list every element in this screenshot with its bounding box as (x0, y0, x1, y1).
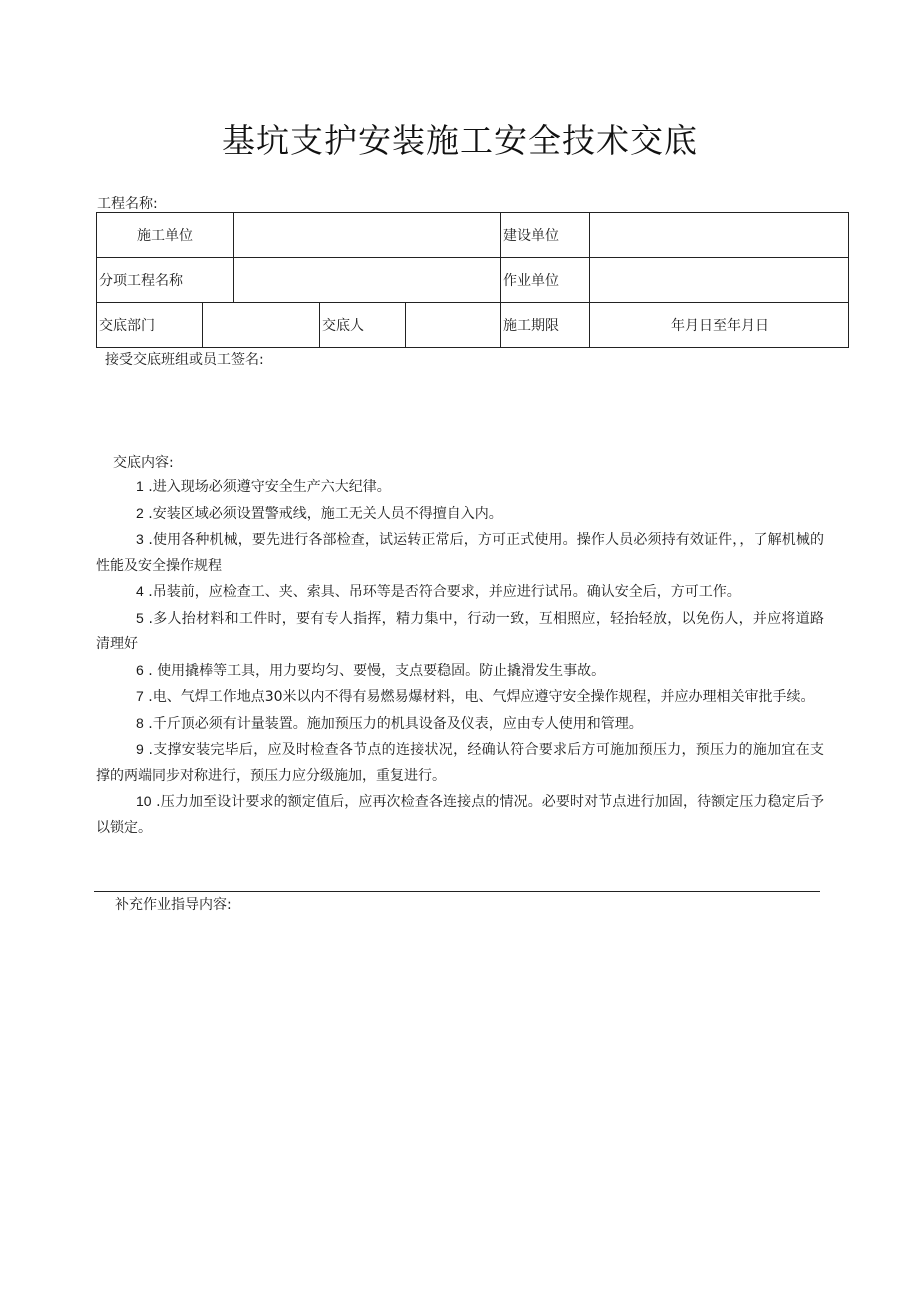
item-text: .使用各种机械，要先进行各部检查，试运转正常后，方可正式使用。操作人员必须持有效证件，，了解机械的性能及安全操作规程 (96, 532, 824, 574)
construction-unit-label: 施工单位 (97, 213, 234, 258)
item-number: 8 (136, 714, 144, 731)
content-label: 交底内容: (113, 455, 174, 471)
owner-unit-label: 建设单位 (501, 213, 590, 258)
item-number: 2 (136, 504, 144, 521)
briefing-dept-field[interactable] (203, 303, 320, 348)
item-text: .进入现场必须遵守安全生产六大纪律。 (143, 479, 391, 495)
briefing-content (96, 474, 824, 841)
list-item (96, 789, 824, 841)
table-row (97, 303, 849, 348)
list-item (96, 474, 824, 501)
item-number: 7 (136, 688, 144, 704)
period-label: 施工期限 (501, 303, 590, 348)
supplement-label: 补充作业指导内容: (115, 897, 232, 913)
list-item (96, 527, 824, 579)
item-text: .千斤顶必须有计量装置。施加预压力的机具设备及仪表，应由专人使用和管理。 (143, 715, 643, 732)
document-title: 基坑支护安装施工安全技术交底 (222, 121, 698, 160)
briefing-info-table (96, 212, 849, 348)
item-number: 9 (136, 741, 144, 757)
sub-project-field[interactable] (234, 258, 501, 303)
item-number: 10 (136, 793, 152, 809)
construction-unit-field[interactable] (234, 213, 501, 258)
item-text: . 使用撬棒等工具，用力要均匀、要慢，支点要稳固。防止撬滑发生事故。 (143, 662, 606, 679)
list-item (96, 711, 824, 738)
list-item (96, 684, 824, 711)
item-text: .压力加至设计要求的额定值后，应再次检查各连接点的情况。必要时对节点进行加固，待额定压力稳定后予以锁定。 (96, 794, 824, 836)
list-item (96, 658, 824, 685)
list-item (96, 579, 824, 606)
item-number: 6 (136, 661, 144, 678)
item-number: 4 (136, 583, 144, 599)
item-number: 1 (136, 478, 144, 494)
work-unit-label: 作业单位 (501, 258, 590, 303)
list-item (96, 501, 824, 528)
list-item (96, 737, 824, 789)
item-text: .支撑安装完毕后，应及时检查各节点的连接状况，经确认符合要求后方可施加预压力，预压力的施加宜在支撑的两端同步对称进行，预压力应分级施加，重复进行。 (96, 742, 824, 784)
table-row (97, 213, 849, 258)
owner-unit-field[interactable] (590, 213, 849, 258)
item-text: .吊装前，应检查工、夹、索具、吊环等是否符合要求，并应进行试吊。确认安全后，方可工作。 (143, 584, 741, 600)
item-text: .安装区域必须设置警戒线，施工无关人员不得擅自入内。 (143, 505, 503, 522)
briefer-field[interactable] (406, 303, 501, 348)
item-number: 5 (136, 609, 144, 626)
item-text: .多人抬材料和工件时，要有专人指挥，精力集中，行动一致，互相照应，轻抬轻放，以免伤人，并应将道路清理好 (96, 610, 824, 652)
period-field[interactable]: 年月日至年月日 (590, 303, 849, 348)
section-divider (94, 891, 820, 892)
signature-label: 接受交底班组或员工签名: (105, 352, 264, 368)
briefer-label: 交底人 (320, 303, 406, 348)
table-row (97, 258, 849, 303)
project-name-label: 工程名称: (97, 196, 158, 212)
work-unit-field[interactable] (590, 258, 849, 303)
item-text: .电、气焊工作地点30米以内不得有易燃易爆材料，电、气焊应遵守安全操作规程，并应办理相关审批手续。 (143, 689, 815, 705)
item-number: 3 (136, 531, 144, 547)
list-item (96, 606, 824, 658)
sub-project-label: 分项工程名称 (97, 258, 234, 303)
briefing-dept-label: 交底部门 (97, 303, 203, 348)
